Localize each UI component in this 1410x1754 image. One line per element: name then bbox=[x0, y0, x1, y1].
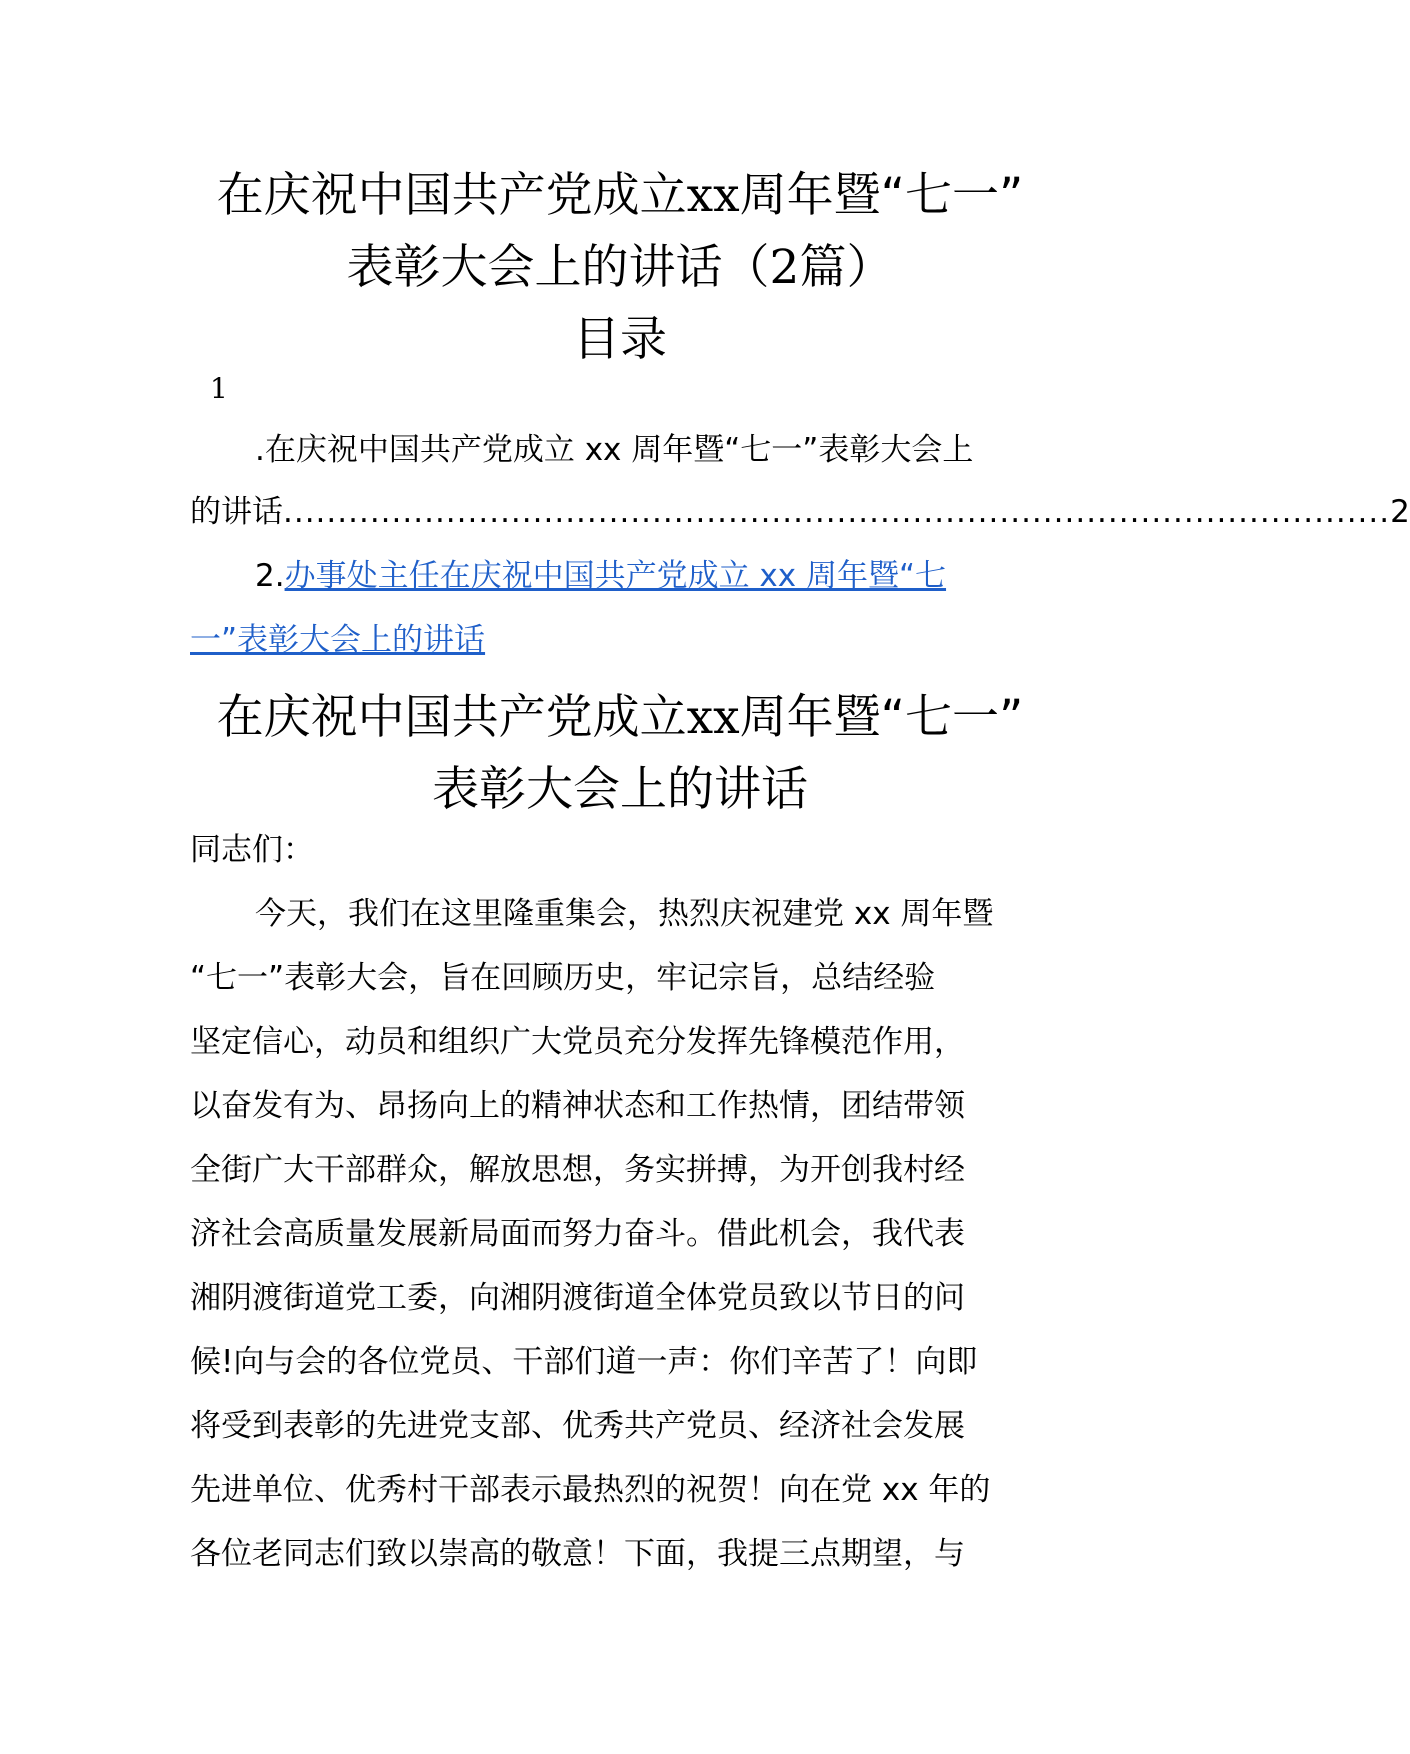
section-title-line-2: 表彰大会上的讲话 bbox=[432, 762, 808, 817]
toc-item-1-number: 1 bbox=[210, 372, 228, 405]
body-line-2: “七一”表彰大会，旨在回顾历史，牢记宗旨，总结经验 bbox=[190, 960, 936, 996]
body-line-9: 将受到表彰的先进党支部、优秀共产党员、经济社会发展 bbox=[190, 1408, 965, 1444]
title-text: 周年暨“七一” bbox=[739, 168, 1024, 223]
title-text: 表彰大会上的讲话（ bbox=[346, 240, 770, 295]
section-title-xx: xx bbox=[686, 690, 740, 745]
body-line-11: 各位老同志们致以崇高的敬意！下面，我提三点期望，与 bbox=[190, 1536, 965, 1572]
toc-item-2-link-continued[interactable]: 一”表彰大会上的讲话 bbox=[190, 622, 486, 658]
body-line-5: 全街广大干部群众，解放思想，务实拼搏，为开创我村经 bbox=[190, 1152, 965, 1188]
toc-item-2-number: 2. bbox=[255, 558, 285, 594]
body-line-4: 以奋发有为、昂扬向上的精神状态和工作热情，团结带领 bbox=[190, 1088, 965, 1124]
toc-heading: 目录 bbox=[573, 312, 667, 367]
section-title-text: 在庆祝中国共产党成立 bbox=[216, 690, 687, 745]
toc-item-2-line-1[interactable] bbox=[255, 544, 1060, 608]
section-title-line-1 bbox=[100, 682, 1140, 754]
toc-item-1-page: 2 bbox=[1390, 494, 1410, 530]
body-line-8: 候!向与会的各位党员、干部们道一声：你们辛苦了！向即 bbox=[190, 1344, 978, 1380]
toc-dot-leader: ...................................................................................................... bbox=[283, 494, 1391, 530]
section-title-text: 周年暨“七一” bbox=[739, 690, 1024, 745]
toc-item-1-line-2[interactable] bbox=[190, 480, 1410, 544]
salutation: 同志们： bbox=[190, 832, 314, 868]
toc-item-2-line-2[interactable] bbox=[190, 608, 1060, 672]
toc-item-1-line-1[interactable]: .在庆祝中国共产党成立 xx 周年暨“七一”表彰大会上 bbox=[255, 432, 974, 468]
toc-item-2-link[interactable]: 办事处主任在庆祝中国共产党成立 xx 周年暨“七 bbox=[284, 558, 947, 594]
document-title-line-1 bbox=[100, 160, 1140, 232]
body-line-6: 济社会高质量发展新局面而努力奋斗。借此机会，我代表 bbox=[190, 1216, 965, 1252]
body-line-10: 先进单位、优秀村干部表示最热烈的祝贺！向在党 xx 年的 bbox=[190, 1472, 991, 1508]
document-title-line-2 bbox=[100, 232, 1140, 304]
title-text: 篇） bbox=[799, 240, 894, 295]
toc-item-1-text: 的讲话 bbox=[190, 494, 283, 530]
title-text: 在庆祝中国共产党成立 bbox=[216, 168, 687, 223]
title-number: 2 bbox=[769, 240, 800, 295]
body-line-7: 湘阴渡街道党工委，向湘阴渡街道全体党员致以节日的问 bbox=[190, 1280, 965, 1316]
title-xx: xx bbox=[686, 168, 740, 223]
body-line-3: 坚定信心，动员和组织广大党员充分发挥先锋模范作用， bbox=[190, 1024, 965, 1060]
body-line-1: 今天，我们在这里隆重集会，热烈庆祝建党 xx 周年暨 bbox=[255, 896, 994, 932]
